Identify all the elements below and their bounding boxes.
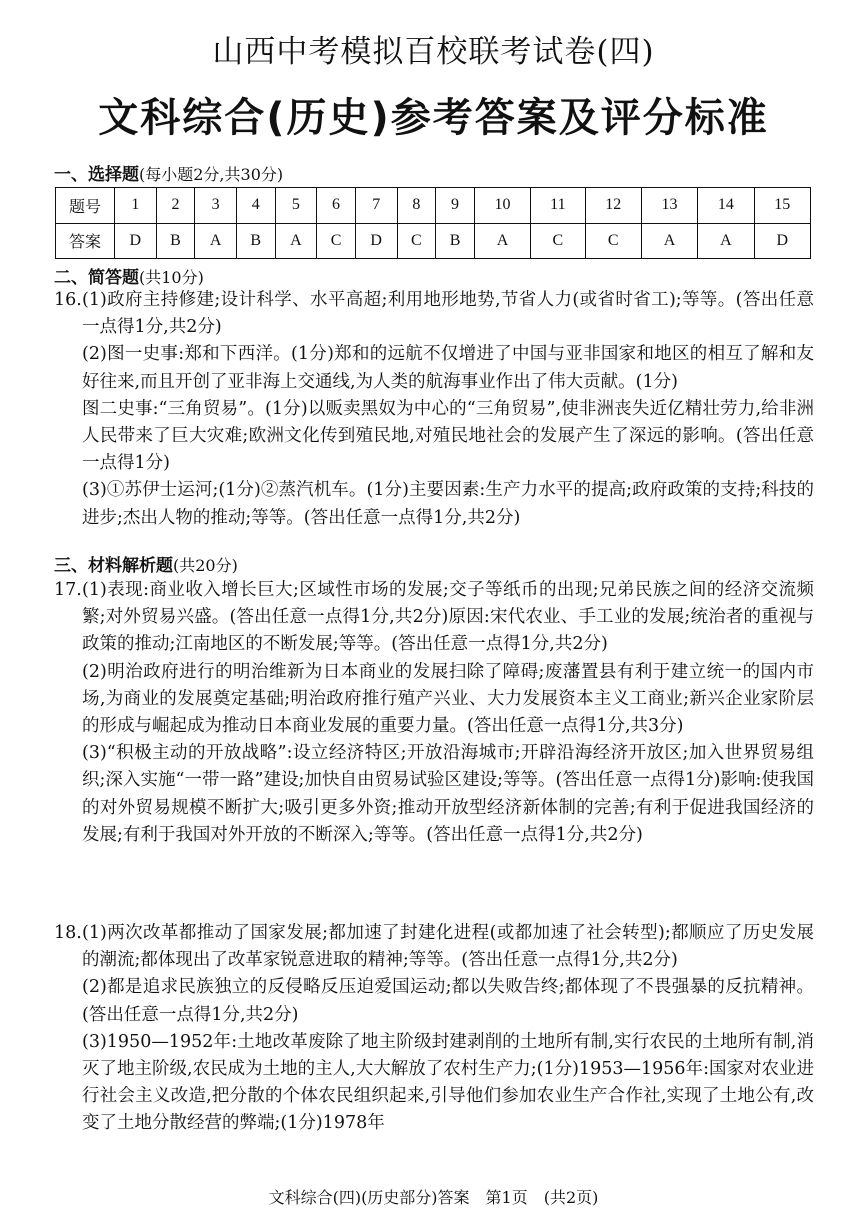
question-number: 5 [275, 188, 317, 224]
answer-cell: B [436, 223, 475, 259]
question-number: 1 [115, 188, 157, 224]
question-number: 2 [156, 188, 195, 224]
question-number: 6 [317, 188, 356, 224]
answer-row [56, 223, 811, 259]
q16-part-2-continued: 图二史事:“三角贸易”。(1分)以贩卖黑奴为中心的“三角贸易”,使非洲丧失近亿精壮劳力,给非洲人民带来了巨大灾难;欧洲文化传到殖民地,对殖民地社会的发展产生了深远的影响。(答出任意一点得1分) [82, 398, 814, 474]
question-number: 10 [474, 188, 530, 224]
q18-part-2: (2)都是追求民族独立的反侵略反压迫爱国运动;都以失败告终;都体现了不畏强暴的反抗精神。(答出任意一点得1分,共2分) [82, 977, 814, 1025]
row-label-answer: 答案 [56, 223, 115, 259]
row-label-number: 题号 [56, 188, 115, 224]
q16-part-1: (1)政府主持修建;设计科学、水平高超;利用地形地势,节省人力(或省时省工);等等。(答出任意一点得1分,共2分) [82, 290, 814, 338]
answer-cell: C [585, 223, 641, 259]
answer-cell: C [397, 223, 436, 259]
answer-cell: D [754, 223, 810, 259]
answer-cell: A [275, 223, 317, 259]
question-18 [54, 920, 814, 1138]
question-16-number: 16. [54, 290, 82, 310]
section-2-note: (共10分) [139, 268, 204, 287]
q17-part-3: (3)“积极主动的开放战略”:设立经济特区;开放沿海城市;开辟沿海经济开放区;加入世界贸易组织;深入实施“一带一路”建设;加快自由贸易试验区建设;等等。(答出任意一点得1分)影响:使我国的对外贸易规模不断扩大;吸引更多外资;推动开放型经济新体制的完善;有利于促进我国经济的发展;有利于我国对外开放的不断深入;等等。(答出任意一点得1分,共2分) [82, 743, 814, 845]
question-18-number: 18. [54, 923, 82, 943]
section-2-heading [54, 263, 204, 288]
question-number: 11 [531, 188, 585, 224]
question-17-number: 17. [54, 580, 82, 600]
answer-cell: D [115, 223, 157, 259]
exam-title: 山西中考模拟百校联考试卷(四) [212, 34, 655, 70]
question-number: 12 [585, 188, 641, 224]
question-17 [54, 577, 814, 849]
question-number-row [56, 188, 811, 224]
section-1-heading [54, 160, 283, 185]
answer-cell: A [698, 223, 754, 259]
section-3-note: (共20分) [173, 556, 238, 575]
answer-cell: C [317, 223, 356, 259]
question-16 [54, 287, 814, 532]
answer-cell: A [195, 223, 237, 259]
q18-part-3: (3)1950—1952年:土地改革废除了地主阶级封建剥削的土地所有制,实行农民的土地所有制,消灭了地主阶级,农民成为土地的主人,大大解放了农村生产力;(1分)1953—1956年:国家对农业进行社会主义改造,把分散的个体农民组织起来,引导他们参加农业生产合作社,实现了土地公有,改变了土地分散经营的弊端;(1分)1978年 [82, 1031, 814, 1134]
question-number: 9 [436, 188, 475, 224]
q16-part-2: (2)图一史事:郑和下西洋。(1分)郑和的远航不仅增进了中国与亚非国家和地区的相互了解和友好往来,而且开创了亚非海上交通线,为人类的航海事业作出了伟大贡献。(1分) [82, 344, 814, 392]
page-footer: 文科综合(四)(历史部分)答案 第1页 (共2页) [268, 1188, 599, 1207]
question-number: 14 [698, 188, 754, 224]
section-1-title: 一、选择题 [54, 165, 139, 185]
section-1-note: (每小题2分,共30分) [139, 165, 284, 184]
answer-cell: A [474, 223, 530, 259]
q17-part-1: (1)表现:商业收入增长巨大;区域性市场的发展;交子等纸币的出现;兄弟民族之间的经济交流频繁;对外贸易兴盛。(答出任意一点得1分,共2分)原因:宋代农业、手工业的发展;统治者的重视与政策的推动;江南地区的不断发展;等等。(答出任意一点得1分,共2分) [82, 580, 814, 655]
section-3-title: 三、材料解析题 [54, 556, 173, 576]
section-2-title: 二、简答题 [54, 268, 139, 288]
question-number: 15 [754, 188, 810, 224]
question-number: 7 [355, 188, 397, 224]
answer-cell: D [355, 223, 397, 259]
q16-part-3: (3)①苏伊士运河;(1分)②蒸汽机车。(1分)主要因素:生产力水平的提高;政府政策的支持;科技的进步;杰出人物的推动;等等。(答出任意一点得1分,共2分) [82, 480, 814, 528]
question-number: 8 [397, 188, 436, 224]
question-number: 4 [236, 188, 275, 224]
section-3-heading [54, 551, 238, 576]
question-number: 13 [641, 188, 697, 224]
answer-cell: B [156, 223, 195, 259]
answer-cell: A [641, 223, 697, 259]
answer-cell: B [236, 223, 275, 259]
q18-part-1: (1)两次改革都推动了国家发展;都加速了封建化进程(或都加速了社会转型);都顺应了历史发展的潮流;都体现出了改革家锐意进取的精神;等等。(答出任意一点得1分,共2分) [82, 923, 814, 971]
choice-answer-table [55, 187, 811, 259]
q17-part-2: (2)明治政府进行的明治维新为日本商业的发展扫除了障碍;废藩置县有利于建立统一的国内市场,为商业的发展奠定基础;明治政府推行殖产兴业、大力发展资本主义工商业;新兴企业家阶层的形成与崛起成为推动日本商业发展的重要力量。(答出任意一点得1分,共3分) [82, 661, 814, 737]
question-number: 3 [195, 188, 237, 224]
answer-cell: C [531, 223, 585, 259]
answer-key-title: 文科综合(历史)参考答案及评分标准 [98, 95, 769, 141]
